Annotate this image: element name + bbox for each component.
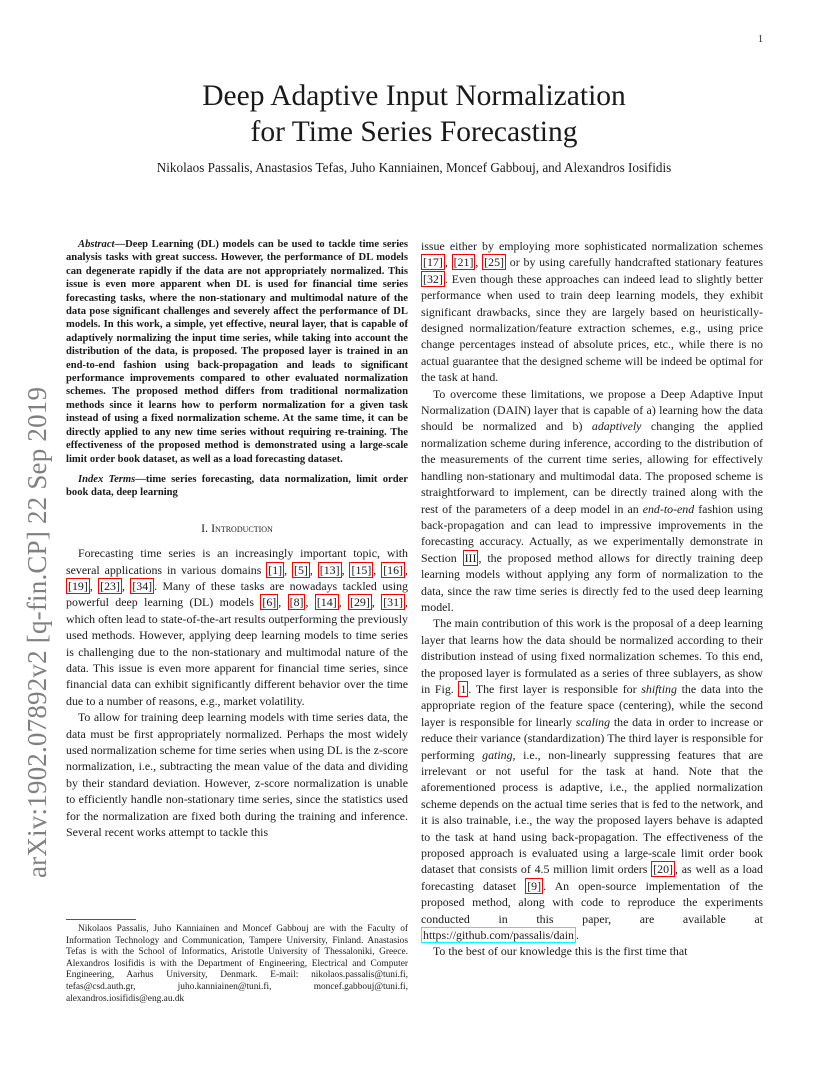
citation-link[interactable]: [15] [351, 562, 372, 577]
citation-link[interactable]: [19] [68, 578, 88, 593]
citation-link[interactable]: [25] [484, 255, 504, 270]
page-number: 1 [758, 34, 763, 45]
body-text: The main contribution of this work is the proposal of a deep learning layer that learns how the data should be normalized according to their distribution instead of using fixed normalization schemes. To this end, the proposed layer is formulated as a series of three sublayers, as show in Fig. [421, 616, 763, 696]
emphasis-text: end-to-end [642, 501, 695, 516]
body-text: issue either by employing more sophisticated normalization schemes [421, 239, 763, 253]
intro-paragraph-1 [66, 545, 408, 709]
citation-link[interactable]: [21] [453, 255, 474, 270]
body-text: . An open-source implementation of the proposed method, along with code to reproduce the experiments conducted in this paper, are available at [421, 878, 763, 926]
body-text: fashion using back-propagation and can lead to impressive improvements in the forecasting accuracy. Actually, as we experimentally demonstrate in Section [421, 501, 763, 565]
citation-link[interactable]: [13] [319, 562, 340, 577]
separator: , [121, 578, 131, 593]
body-text: changing the applied normalization scheme during inference, according to the distribution of the measurements of the current time series, allowing for effectively handling non-stationary and multimodal data. The proposed scheme is straightforward to implement, can be directly trained along with the rest of the parameters of a deep model in an [421, 419, 763, 516]
separator: , [444, 255, 452, 270]
separator: , [475, 255, 483, 270]
separator: , [338, 595, 349, 610]
emphasis-text: shifting [641, 681, 677, 696]
footnote-divider [66, 919, 136, 920]
citation-link[interactable]: [6] [262, 595, 277, 610]
citation-link[interactable]: [8] [289, 595, 304, 610]
section-heading-introduction: I. Introduction [201, 520, 273, 535]
body-text: . Many of these tasks are nowadays tackled using powerful deep learning (DL) models [66, 578, 409, 610]
emphasis-text: adaptively [591, 419, 642, 434]
body-text: the data into the appropriate region of the feature space (centering), while the second layer is responsible for linearly [421, 681, 763, 729]
intro-paragraph-2: To allow for training deep learning models with time series data, the data must be first appropriately normalized. Perhaps the most widely used normalization scheme for time series when using DL is the z-score normalization, i.e., subtracting the mean value of the data and dividing by their standard deviation. However, z-score normalization is unable to efficiently handle non-stationary time series, since the statistics used for the normalization are fixed both during the training and inference. Several recent works attempt to tackle this [66, 710, 408, 840]
abstract-text: Deep Learning (DL) models can be used to tackle time series analysis tasks with great success. However, the performance of DL models can degenerate rapidly if the data are not appropriately normalized. This issue is even more apparent when DL is used for financial time series forecasting tasks, where the non-stationary and multimodal nature of the data pose significant challenges and severely affect the performance of DL models. In this work, a simple, yet effective, neural layer, that is capable of adaptively normalizing the input time series, while taking into account the distribution of the data, is proposed. The proposed layer is trained in an end-to-end fashion using back-propagation and leads to significant performance improvements compared to other evaluated normalization schemes. The proposed method differs from traditional normalization methods since it learns how to perform normalization for a given task instead of using a fixed normalization scheme. At the same time, it can be directly applied to any new time series without requiring re-training. The effectiveness of the proposed method is demonstrated using a large-scale limit order book dataset, as well as a load forecasting dataset. [66, 239, 408, 465]
citation-link[interactable]: [23] [100, 578, 120, 593]
right-column [421, 238, 763, 960]
right-paragraph-3 [421, 615, 763, 943]
body-text: To overcome these limitations, we propose a Deep Adaptive Input Normalization (DAIN) layer that is capable of a) learning how the data should be normalized and b) [421, 386, 763, 434]
right-paragraph-2 [421, 386, 763, 616]
title-line-2: for Time Series Forecasting [250, 116, 578, 148]
separator: , [373, 562, 382, 577]
body-text: the data in order to increase or reduce their variance (standardization) The third layer is responsible for performing [421, 714, 763, 762]
body-text: . Even though these approaches can indeed lead to slightly better performance when used to train deep learning models, they exhibit significant drawbacks, since they are largely based on heuristically-designed normalization/feature extraction schemes, e.g., using price change percentages instead of absolute prices, etc., while there is no actual guarantee that the designed scheme will be indeed be optimal for the task at hand. [421, 271, 763, 385]
arxiv-identifier-stamp[interactable]: arXiv:1902.07892v2 [q-fin.CP] 22 Sep 2019 [22, 386, 52, 878]
abstract-label: Abstract [78, 239, 115, 250]
citation-link[interactable]: [14] [316, 595, 337, 610]
figure-reference-link[interactable]: 1 [460, 681, 467, 696]
right-paragraph-1 [421, 238, 763, 386]
body-text: Forecasting time series is an increasingly important topic, with several applications in various domains [66, 546, 408, 577]
github-url-link[interactable]: https://github.com/passalis/dain [423, 928, 574, 943]
separator: , [89, 578, 99, 593]
abstract [66, 238, 408, 466]
section-reference-link[interactable]: III [464, 550, 477, 565]
body-text: , as well as a load forecasting dataset [421, 862, 763, 893]
body-text: . [575, 928, 579, 943]
citation-link[interactable]: [31] [383, 595, 403, 610]
author-list: Nikolaos Passalis, Anastasios Tefas, Juho Kanniainen, Moncef Gabbouj, and Alexandros Iosifidis [156, 160, 672, 175]
citation-link[interactable]: [34] [132, 578, 153, 593]
emphasis-text: scaling [575, 714, 611, 729]
body-text: or by using carefully handcrafted stationary features [506, 255, 764, 270]
citation-link[interactable]: [29] [350, 595, 370, 610]
abstract-dash: — [114, 239, 126, 250]
citation-link[interactable]: [5] [294, 562, 308, 577]
paper-title [0, 78, 828, 150]
body-text: , i.e., non-linearly suppressing features that are irrelevant or not useful for the task at hand. Note that the aforementioned process is adaptive, i.e., the applied normalization scheme depends on the actual time series that is fed to the network, and it is also trainable, i.e., the way the proposed layers behave is adapted to the task at hand using back-propagation. The effectiveness of the proposed approach is evaluated using a large-scale limit order book dataset that consists of 4.5 million limit orders [421, 747, 763, 877]
right-paragraph-4: To the best of our knowledge this is the first time that [433, 944, 688, 959]
citation-link[interactable]: [17] [423, 255, 443, 270]
separator: , [278, 595, 288, 610]
citation-link[interactable]: [32] [423, 271, 443, 286]
separator: , [284, 562, 293, 577]
separator: , [405, 562, 408, 577]
index-terms-text: time series forecasting, data normalization, limit order book data, deep learning [66, 473, 408, 499]
citation-link[interactable]: [16] [383, 562, 403, 577]
index-terms-label: Index Terms [78, 473, 136, 485]
author-affiliation-footnote: Nikolaos Passalis, Juho Kanniainen and Moncef Gabbouj are with the Faculty of Information Technology and Communication, Tampere University, Finland. Anastasios Tefas is with the School of Informatics, Aristotle University of Thessaloniki, Greece. Alexandros Iosifidis is with the Department of Engineering, Electrical and Computer Engineering, Aarhus University, Denmark. E-mail: nikolaos.passalis@tuni.fi, tefas@csd.auth.gr, juho.kanniainen@tuni.fi, moncef.gabbouj@tuni.fi, alexandros.iosifidis@eng.au.dk [66, 924, 408, 1004]
separator: , [371, 595, 382, 610]
index-terms [66, 473, 408, 500]
separator: , [305, 595, 315, 610]
separator: , [341, 562, 350, 577]
citation-link[interactable]: [9] [527, 878, 542, 893]
citation-link[interactable]: [20] [653, 862, 673, 877]
body-text: , which often lead to state-of-the-art results outperforming the previously used methods. However, applying deep learning models to time series is challenging due to the non-stationary and multimodal nature of the data. This issue is even more apparent for financial time series, since financial data can exhibit significantly different behavior over the time due to a number of reasons, e.g., market volatility. [66, 595, 408, 708]
title-line-1: Deep Adaptive Input Normalization [202, 80, 626, 112]
separator: , [309, 562, 318, 577]
body-text: , the proposed method allows for directly training deep learning models without applying any form of normalization to the data, since the raw time series is directly fed to the used deep learning model. [421, 550, 763, 614]
left-column [66, 238, 408, 840]
body-text: . The first layer is responsible for [468, 681, 642, 696]
index-terms-dash: — [135, 473, 146, 485]
emphasis-text: gating [482, 747, 513, 762]
citation-link[interactable]: [1] [268, 562, 283, 577]
